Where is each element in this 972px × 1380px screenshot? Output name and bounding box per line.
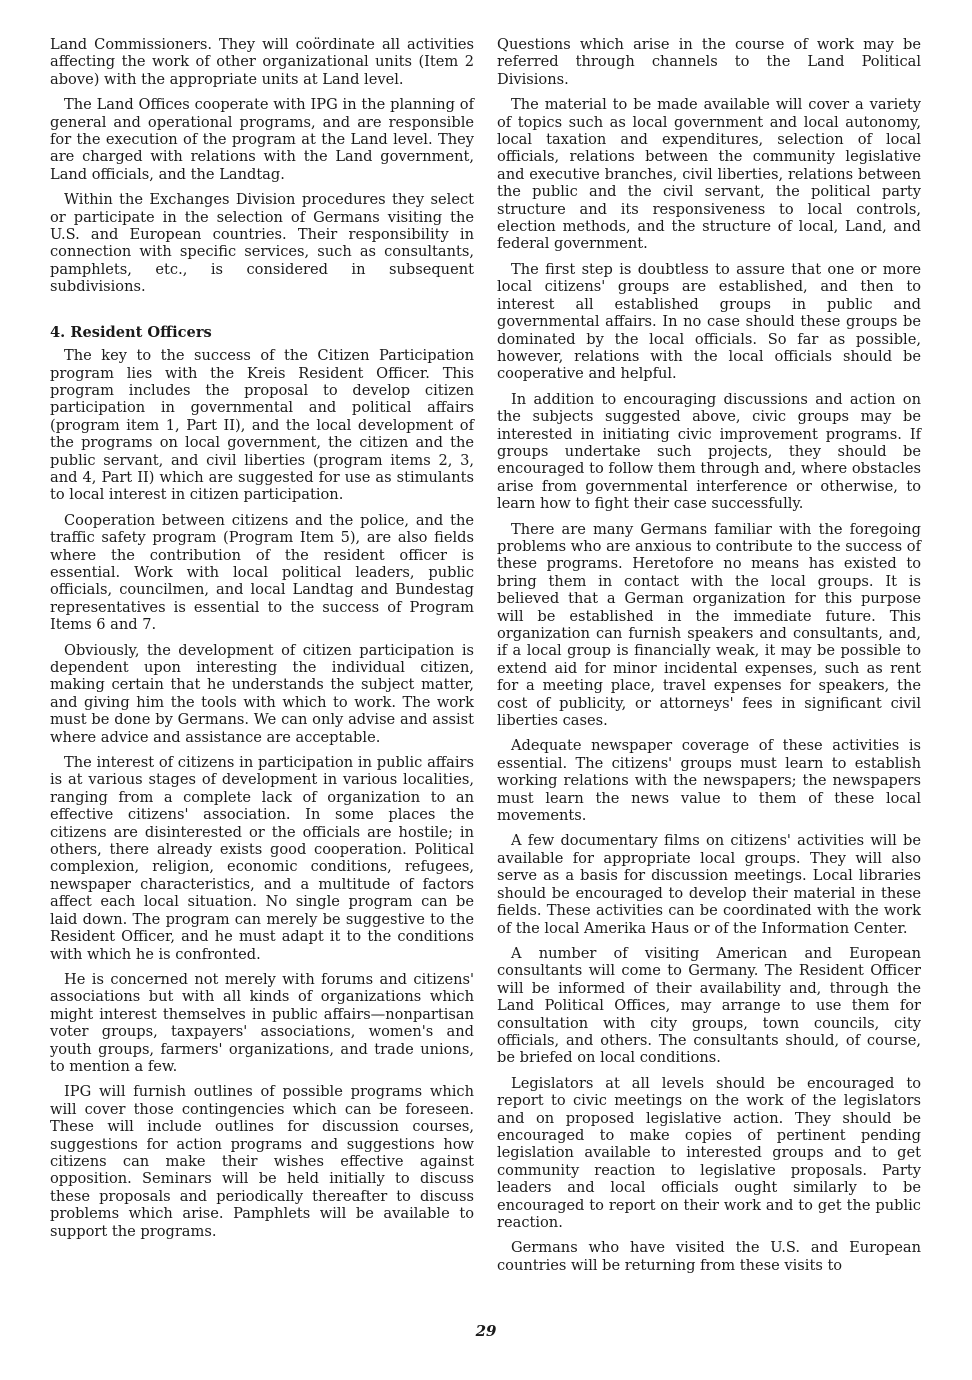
paragraph: There are many Germans familiar with the foregoing problems who are anxious to contribute to the success of these programs. Heretofore no means has existed to bring them in contact with the local groups. It is believed that a German organization for this purpose will be established in the immediate future. This organization can furnish speakers and consultants, and, if a local group is financially weak, it may be possible to extend aid for minor incidental expenses, such as rent for a meeting place, travel expenses for speakers, the cost of publicity, or attorneys' fees in significant civil liberties cases. <box>497 520 921 730</box>
right-column <box>497 36 921 1282</box>
paragraph: Adequate newspaper coverage of these activities is essential. The citizens' groups must learn to establish working relations with the newspapers; the newspapers must learn the news value to them of these local movements. <box>497 737 921 825</box>
paragraph: Cooperation between citizens and the police, and the traffic safety program (Program Item 5), are also fields where the contribution of the resident officer is essential. Work with local political leaders, public officials, councilmen, and local Landtag and Bundestag representatives is essential to the success of Program Items 6 and 7. <box>50 511 474 634</box>
page-number: 29 <box>475 1322 497 1340</box>
paragraph: In addition to encouraging discussions and action on the subjects suggested above, civic groups may be interested in initiating civic improvement programs. If groups undertake such projects, they should be encouraged to follow them through and, where obstacles arise from governmental interference or otherwise, to learn how to fight their case successfully. <box>497 390 921 513</box>
paragraph: He is concerned not merely with forums and citizens' associations but with all kinds of organizations which might interest themselves in public affairs—nonpartisan voter groups, taxpayers' associations, women's and youth groups, farmers' organizations, and trade unions, to mention a few. <box>50 970 474 1075</box>
paragraph: IPG will furnish outlines of possible programs which will cover those contingencies which can be foreseen. These will include outlines for discussion courses, suggestions for action programs and suggestions how citizens can make their wishes effective against opposition. Seminars will be held initially to discuss these proposals and periodically thereafter to discuss problems which arise. Pamphlets will be available to support the programs. <box>50 1083 474 1240</box>
paragraph: Legislators at all levels should be encouraged to report to civic meetings on the work of the legislators and on proposed legislative action. They should be encouraged to make copies of pertinent pending legislation available to interested groups and to get community reaction to legislative proposals. Party leaders and local officials ought similarly to be encouraged to report on their work and to get the public reaction. <box>497 1074 921 1231</box>
paragraph: A number of visiting American and European consultants will come to Germany. The Resident Officer will be informed of their availability and, through the Land Political Offices, may arrange to use them for consultation with city groups, town councils, city officials, and others. The consultants should, of course, be briefed on local conditions. <box>497 944 921 1067</box>
paragraph: Within the Exchanges Division procedures they select or participate in the selection of Germans visiting the U.S. and European countries. Their responsibility in connection with specific services, such as consultants, pamphlets, etc., is considered in subsequent subdivisions. <box>50 191 474 296</box>
left-column <box>50 36 474 1248</box>
paragraph: Questions which arise in the course of work may be referred through channels to the Land Political Divisions. <box>497 36 921 88</box>
paragraph: The key to the success of the Citizen Participation program lies with the Kreis Resident Officer. This program includes the proposal to develop citizen participation in governmental and political affairs (program item 1, Part II), and the local development of the programs on local government, the citizen and the public servant, and civil liberties (program items 2, 3, and 4, Part II) which are suggested for use as stimulants to local interest in citizen participation. <box>50 347 474 504</box>
paragraph: The first step is doubtless to assure that one or more local citizens' groups are established, and then to interest all established groups in public and governmental affairs. In no case should these groups be dominated by the local officials. So far as possible, however, relations with the local officials should be cooperative and helpful. <box>497 260 921 383</box>
paragraph: The Land Offices cooperate with IPG in the planning of general and operational programs, and are responsible for the execution of the program at the Land level. They are charged with relations with the Land government, Land officials, and the Landtag. <box>50 96 474 183</box>
paragraph: Germans who have visited the U.S. and European countries will be returning from these visits to <box>497 1239 921 1274</box>
paragraph: A few documentary films on citizens' activities will be available for appropriate local groups. They will also serve as a basis for discussion meetings. Local libraries should be encouraged to develop their material in these fields. These activities can be coordinated with the work of the local Amerika Haus or of the Information Center. <box>497 832 921 937</box>
paragraph: Obviously, the development of citizen participation is dependent upon interesting the individual citizen, making certain that he understands the subject matter, and giving him the tools with which to work. The work must be done by Germans. We can only advise and assist where advice and assistance are acceptable. <box>50 641 474 746</box>
paragraph: The interest of citizens in participation in public affairs is at various stages of development in various localities, ranging from a complete lack of organization to an effective citizens' association. In some places the citizens are disinterested or the officials are hostile; in others, there already exists good cooperation. Political complexion, religion, economic conditions, refugees, newspaper characteristics, and a multitude of factors affect each local situation. No single program can be laid down. The program can merely be suggestive to the Resident Officer, and he must adapt it to the conditions with which he is confronted. <box>50 754 474 963</box>
section-heading: 4. Resident Officers <box>50 323 212 341</box>
paragraph: The material to be made available will cover a variety of topics such as local government and local autonomy, local taxation and expenditures, selection of local officials, relations between the community legislative and executive branches, civil liberties, relations between the public and the civil servant, the political party structure and its responsiveness to local controls, election methods, and the structure of local, Land, and federal government. <box>497 96 921 253</box>
paragraph: Land Commissioners. They will coördinate all activities affecting the work of other organizational units (Item 2 above) with the appropriate units at Land level. <box>50 36 474 88</box>
